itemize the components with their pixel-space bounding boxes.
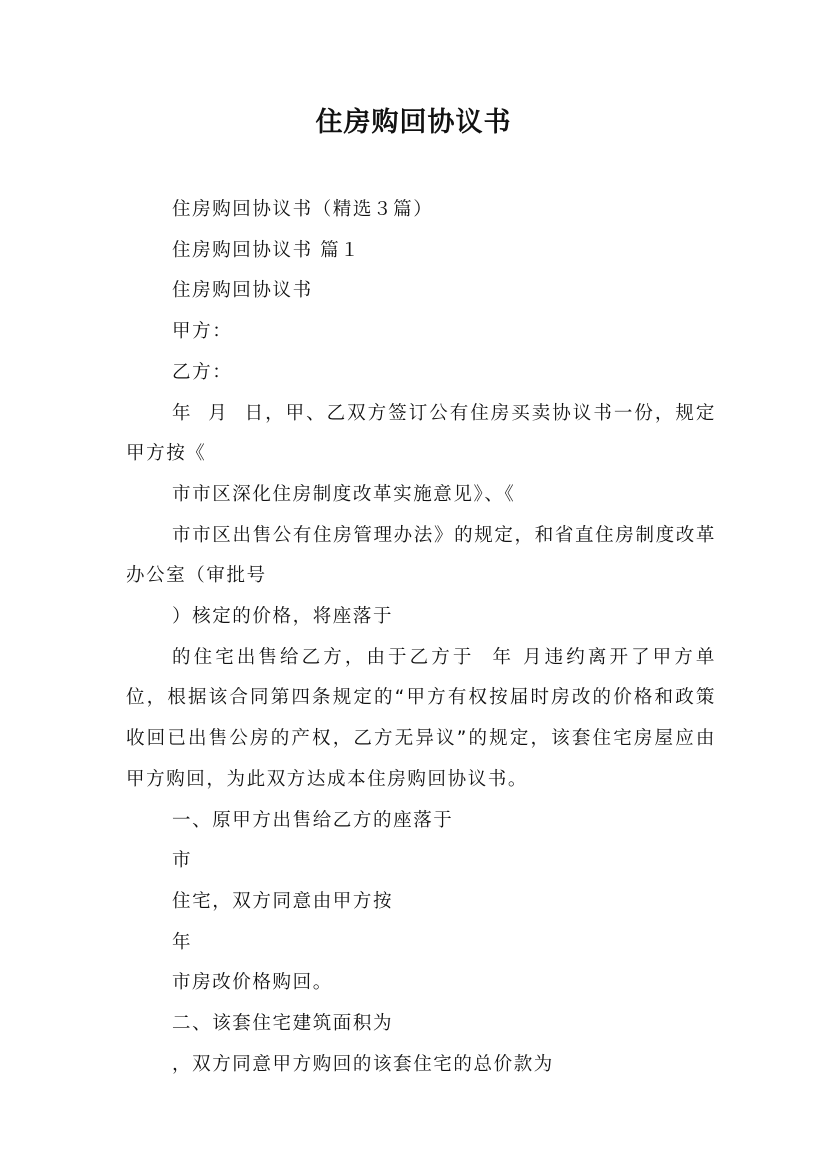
document-title: 住房购回协议书 <box>315 107 512 138</box>
paragraph-breach-clause: 的住宅出售给乙方，由于乙方于 年 月违约离开了甲方单位，根据该合同第四条规定的“甲方有权按届时房改的价格和政策收回已出售公房的产权，乙方无异议”的规定，该套住宅房屋应由甲方购回，为此双方达成本住房购回协议书。 <box>126 646 716 790</box>
paragraph-clause-two: 二、该套住宅建筑面积为 <box>172 1013 394 1035</box>
paragraph-total-price: ，双方同意甲方购回的该套住宅的总价款为 <box>172 1053 554 1075</box>
paragraph-city: 市 <box>172 850 193 872</box>
paragraph-management-rules: 市市区出售公有住房管理办法》的规定，和省直住房制度改革办公室（审批号 <box>126 524 716 587</box>
paragraph-residence: 住宅，双方同意由甲方按 <box>172 890 394 912</box>
paragraph-reform-opinion: 市市区深化住房制度改革实施意见》、《 <box>172 483 516 505</box>
paragraph-repurchase-price: 市房改价格购回。 <box>172 972 333 994</box>
paragraph-clause-one: 一、原甲方出售给乙方的座落于 <box>172 809 454 831</box>
paragraph-sale-date: 年 月 日，甲、乙双方签订公有住房买卖协议书一份，规定甲方按《 <box>126 402 716 465</box>
document-body <box>126 190 716 1085</box>
paragraph-agreement-name: 住房购回协议书 <box>172 280 313 302</box>
paragraph-party-a: 甲方： <box>172 321 233 343</box>
paragraph-price-location: ）核定的价格，将座落于 <box>172 606 394 628</box>
paragraph-year: 年 <box>172 931 193 953</box>
paragraph-party-b: 乙方： <box>172 361 233 383</box>
paragraph-subtitle: 住房购回协议书（精选３篇） <box>172 199 434 220</box>
paragraph-section-heading: 住房购回协议书 篇１ <box>172 239 361 261</box>
